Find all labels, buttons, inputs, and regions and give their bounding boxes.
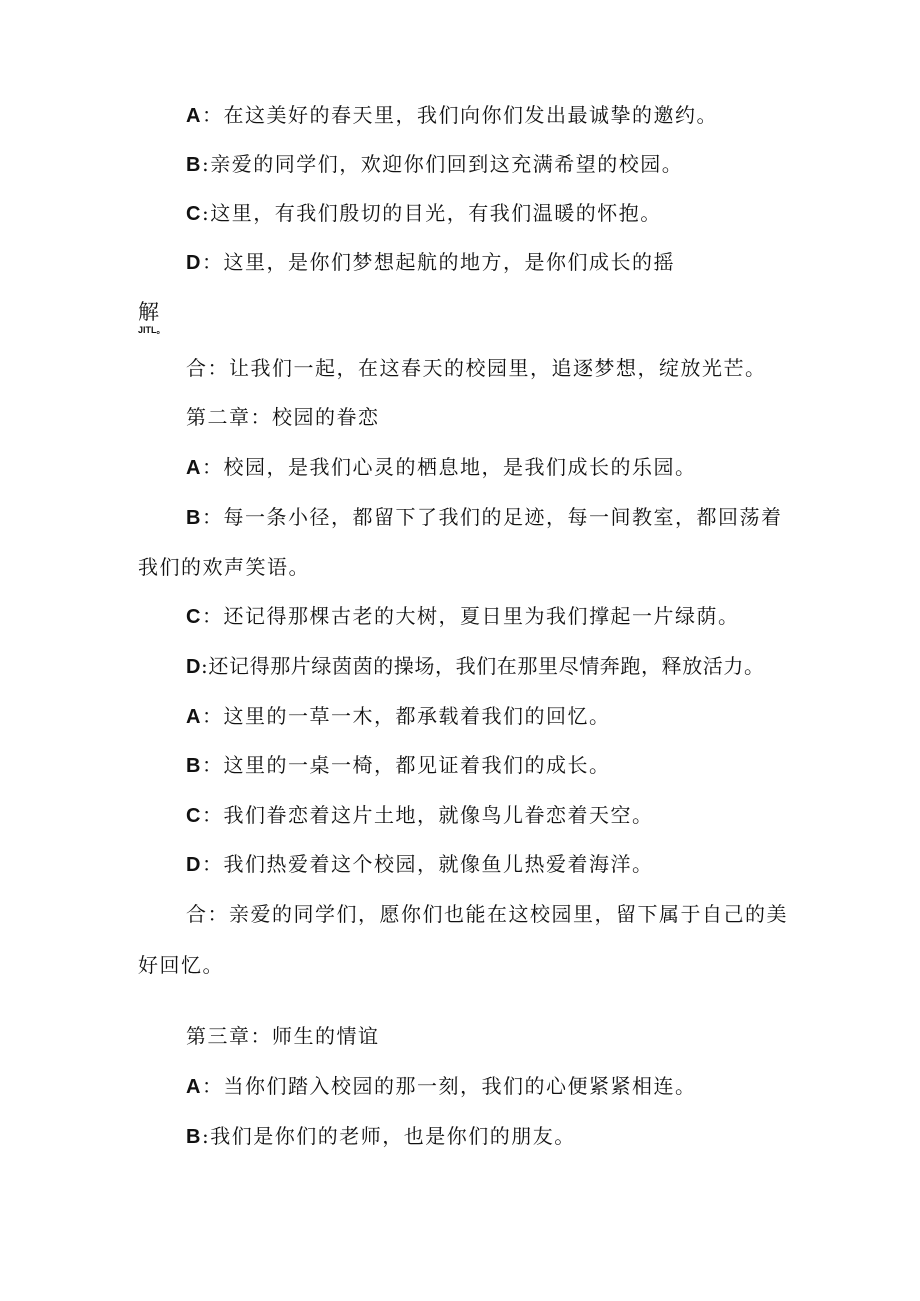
heading-text: 第二章：校园的眷恋 <box>186 405 380 429</box>
speaker-label: C <box>186 203 202 225</box>
separator: ： <box>201 604 224 628</box>
line-text: 好回忆。 <box>138 953 224 977</box>
line-text: 我们热爱着这个校园，就像鱼儿热爱着海洋。 <box>223 852 654 876</box>
speaker-label: A <box>186 1076 202 1098</box>
paragraph-line <box>186 152 683 177</box>
paragraph-line <box>186 704 610 729</box>
speaker-label: C <box>186 606 202 628</box>
speaker-label: B <box>186 1126 202 1148</box>
paragraph-line <box>186 654 765 679</box>
speaker-label: D <box>186 252 202 274</box>
paragraph-line <box>186 803 653 828</box>
paragraph-line <box>186 604 739 629</box>
line-text: 校园，是我们心灵的栖息地，是我们成长的乐园。 <box>223 455 697 479</box>
paragraph-line <box>138 555 310 579</box>
separator: ： <box>201 1074 224 1098</box>
chapter-heading <box>186 405 380 429</box>
heading-text: 第三章：师生的情谊 <box>186 1024 380 1048</box>
paragraph-line <box>186 250 675 275</box>
speaker-label: D <box>186 854 202 876</box>
separator: ： <box>201 250 224 274</box>
paragraph-line <box>186 852 653 877</box>
paragraph-line <box>186 753 610 778</box>
speaker-label: B <box>186 154 202 176</box>
line-text: 这里，是你们梦想起航的地方，是你们成长的摇 <box>223 250 675 274</box>
line-text: 每一条小径，都留下了我们的足迹，每一间教室，都回荡着 <box>223 505 783 529</box>
paragraph-line <box>186 356 767 380</box>
speaker-label: B <box>186 755 202 777</box>
line-text: 合：亲爱的同学们，愿你们也能在这校园里，留下属于自己的美 <box>186 902 788 926</box>
line-text: 亲爱的同学们，欢迎你们回到这充满希望的校园。 <box>210 152 684 176</box>
paragraph-line <box>186 505 782 530</box>
line-text: 这里的一桌一椅，都见证着我们的成长。 <box>223 753 611 777</box>
separator: : <box>201 152 211 176</box>
paragraph-line <box>186 103 718 128</box>
speaker-label: A <box>186 457 202 479</box>
line-text: 还记得那片绿茵茵的操场，我们在那里尽情奔跑，释放活力。 <box>208 654 765 678</box>
line-text: 合：让我们一起，在这春天的校园里，追逐梦想，绽放光芒。 <box>186 356 767 380</box>
speaker-label: A <box>186 105 202 127</box>
separator: ： <box>201 753 224 777</box>
separator: ： <box>201 455 224 479</box>
garbled-text: JITL。 <box>138 325 166 335</box>
separator: : <box>201 1124 211 1148</box>
line-text: 我们眷恋着这片土地，就像鸟儿眷恋着天空。 <box>223 803 654 827</box>
separator: ： <box>201 103 224 127</box>
paragraph-line <box>186 455 696 480</box>
paragraph-line <box>186 902 788 926</box>
paragraph-line <box>186 1124 576 1149</box>
separator: ： <box>201 505 224 529</box>
line-text: 当你们踏入校园的那一刻，我们的心便紧紧相连。 <box>223 1074 697 1098</box>
paragraph-line <box>138 953 224 977</box>
speaker-label: D <box>186 656 202 678</box>
line-text: 这里，有我们殷切的目光，有我们温暖的怀抱。 <box>210 201 662 225</box>
separator: : <box>201 201 211 225</box>
chapter-heading <box>186 1024 380 1048</box>
separator: ： <box>201 704 224 728</box>
speaker-label: C <box>186 805 202 827</box>
line-text: 在这美好的春天里，我们向你们发出最诚挚的邀约。 <box>223 103 718 127</box>
wrapped-character: 解 <box>138 300 159 324</box>
separator: ： <box>201 852 224 876</box>
line-text: 我们是你们的老师，也是你们的朋友。 <box>210 1124 576 1148</box>
line-text: 我们的欢声笑语。 <box>138 555 310 579</box>
speaker-label: A <box>186 706 202 728</box>
speaker-label: B <box>186 507 202 529</box>
paragraph-line <box>186 201 662 226</box>
separator: : <box>201 654 209 678</box>
paragraph-line <box>186 1074 696 1099</box>
separator: ： <box>201 803 224 827</box>
line-text: 还记得那棵古老的大树，夏日里为我们撑起一片绿荫。 <box>223 604 740 628</box>
line-text: 这里的一草一木，都承载着我们的回忆。 <box>223 704 611 728</box>
